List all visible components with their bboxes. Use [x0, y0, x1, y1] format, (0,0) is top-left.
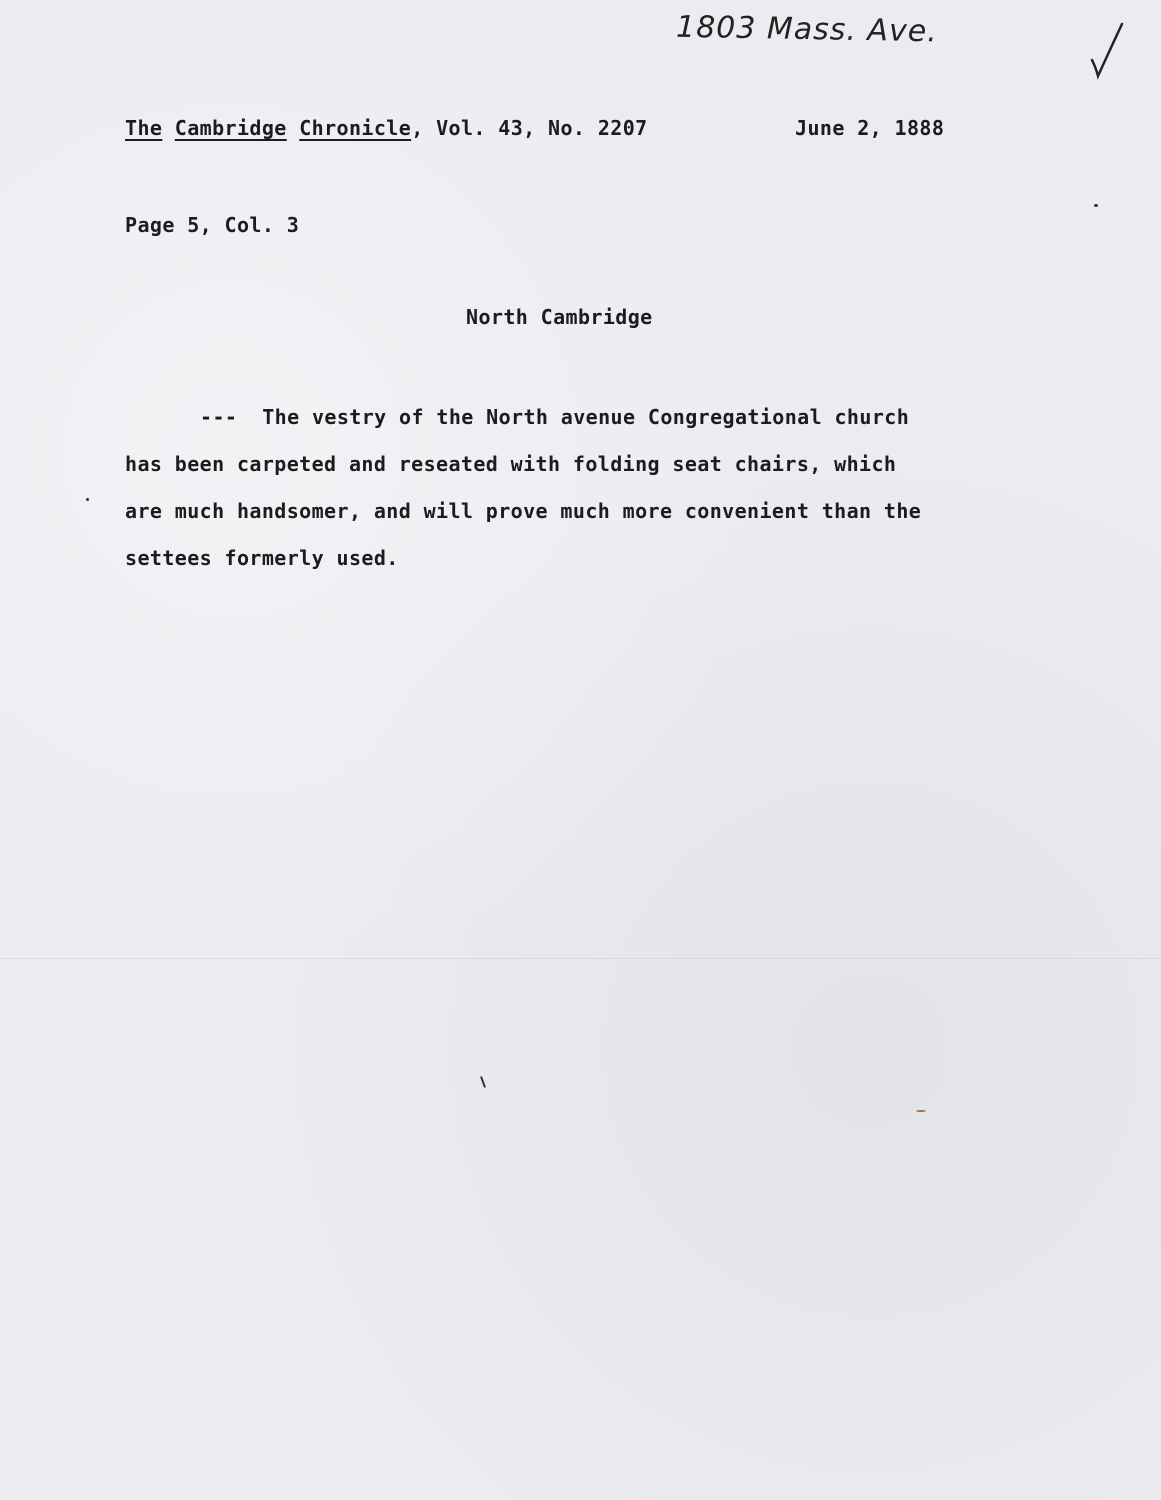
paper-fold-line [0, 958, 1161, 959]
ink-speck [1094, 204, 1098, 207]
handwritten-address: 1803 Mass. Ave. [675, 9, 939, 50]
paper-title-word-2: Cambridge [174, 116, 287, 140]
citation-header [125, 116, 648, 140]
article-line-2: has been carpeted and reseated with folding seat chairs, which [125, 452, 897, 476]
article-line-3: are much handsomer, and will prove much more convenient than the [125, 499, 922, 523]
ink-speck [916, 1110, 926, 1112]
publication-date: June 2, 1888 [795, 116, 945, 140]
check-mark-icon [1088, 20, 1128, 84]
page-column-reference: Page 5, Col. 3 [125, 213, 300, 237]
article-line-4: settees formerly used. [125, 546, 399, 570]
article-line-1: --- The vestry of the North avenue Congregational church [200, 405, 910, 429]
section-title: North Cambridge [466, 305, 653, 329]
ink-speck [86, 498, 89, 501]
paper-title-word-1: The [125, 116, 163, 140]
article-body [125, 394, 1045, 582]
ink-speck [480, 1076, 486, 1088]
volume-info: , Vol. 43, No. 2207 [411, 116, 648, 140]
paper-title-word-3: Chronicle [299, 116, 412, 140]
